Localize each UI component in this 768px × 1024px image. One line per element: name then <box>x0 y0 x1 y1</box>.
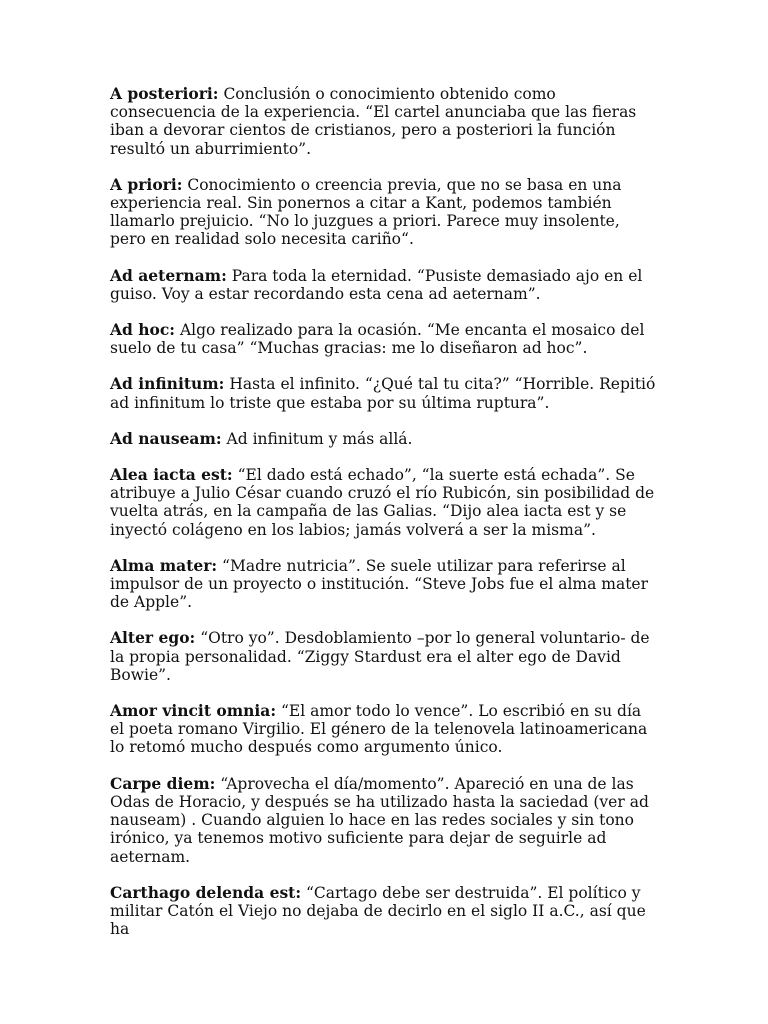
entry-term: Alter ego: <box>110 628 196 648</box>
glossary-entry <box>110 702 658 757</box>
entry-term: A priori: <box>110 174 183 194</box>
entry-definition: “Madre nutricia”. Se suele utilizar para referirse al impulsor de un proyecto o institución. “Steve Jobs fue el alma mater de Apple”. <box>110 556 649 612</box>
entry-term: Ad infinitum: <box>110 374 225 394</box>
document-page <box>110 85 658 956</box>
entry-definition: “El dado está echado”, “la suerte está echada”. Se atribuye a Julio César cuando cruzó el río Rubicón, sin posibilidad de vuelta atrás, en la campaña de las Galias. “Dijo alea iacta est y se inyectó colágeno en los labios; jamás volverá a ser la misma”. <box>110 466 655 539</box>
entry-definition: “El amor todo lo vence”. Lo escribió en su día el poeta romano Virgilio. El género de la telenovela latinoamericana lo retomó mucho después como argumento único. <box>110 702 648 757</box>
entry-definition: “Otro yo”. Desdoblamiento –por lo general voluntario- de la propia personalidad. “Ziggy Stardust era el alter ego de David Bowie”. <box>110 629 650 684</box>
entry-term: A posteriori: <box>110 84 219 103</box>
glossary-entry <box>110 629 658 684</box>
entry-term: Ad nauseam: <box>110 428 222 448</box>
glossary-entry <box>110 375 658 411</box>
entry-definition: Conocimiento o creencia previa, que no se basa en una experiencia real. Sin ponernos a citar a Kant, podemos también llamarlo prejuicio. “No lo juzgues a priori. Parece muy insolente, pero en realidad solo necesita cariño“. <box>110 175 622 249</box>
glossary-entry <box>110 267 658 303</box>
entry-term: Carpe diem: <box>110 773 216 793</box>
glossary-entry <box>110 557 658 612</box>
glossary-entry <box>110 430 658 448</box>
entry-term: Alma mater: <box>110 555 218 575</box>
entry-definition: Ad infinitum y más allá. <box>221 429 413 448</box>
glossary-entry <box>110 85 658 158</box>
entry-term: Carthago delenda est: <box>110 882 302 902</box>
entry-definition: Hasta el infinito. “¿Qué tal tu cita?” “Horrible. Repitió ad infinitum lo triste que estaba por su última ruptura”. <box>110 375 656 412</box>
entry-term: Ad hoc: <box>110 320 176 340</box>
entry-term: Alea iacta est: <box>110 465 233 485</box>
entry-definition: Conclusión o conocimiento obtenido como consecuencia de la experiencia. “El cartel anunciaba que las fieras iban a devorar cientos de cristianos, pero a posteriori la función resultó un aburrimiento”. <box>110 85 637 158</box>
entry-definition: “Aprovecha el día/momento”. Apareció en una de las Odas de Horacio, y después se ha utilizado hasta la saciedad (ver ad nauseam) . Cuando alguien lo hace en las redes sociales y sin tono irónico, ya tenemos motivo suficiente para dejar de seguirle ad aeternam. <box>110 774 649 866</box>
entry-definition: “Cartago debe ser destruida”. El político y militar Catón el Viejo no dejaba de decirlo en el siglo II a.C., así que ha <box>110 883 646 939</box>
entry-definition: Para toda la eternidad. “Pusiste demasiado ajo en el guiso. Voy a estar recordando esta cena ad aeternam”. <box>110 266 643 303</box>
glossary-entry <box>110 775 658 866</box>
entry-definition: Algo realizado para la ocasión. “Me encanta el mosaico del suelo de tu casa” “Muchas gracias: me lo diseñaron ad hoc”. <box>110 321 645 358</box>
glossary-entry <box>110 321 658 357</box>
entry-term: Amor vincit omnia: <box>110 701 277 721</box>
glossary-entry <box>110 884 658 939</box>
glossary-entry <box>110 176 658 249</box>
entry-term: Ad aeternam: <box>110 265 227 285</box>
glossary-entry <box>110 466 658 539</box>
